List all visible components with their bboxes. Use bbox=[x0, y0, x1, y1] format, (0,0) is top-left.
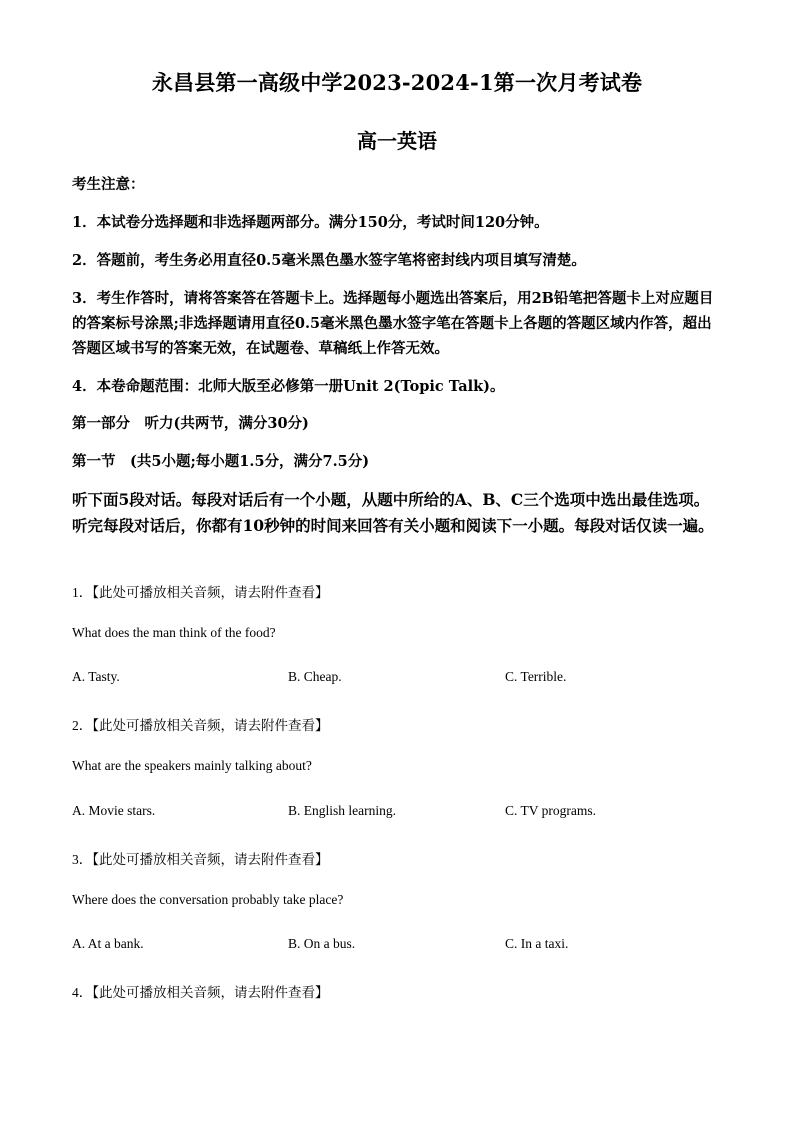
question-2-option-c[interactable]: C. TV programs. bbox=[505, 803, 596, 818]
notice-item-4: 4．本卷命题范围：北师大版至必修第一册Unit 2(Topic Talk)。 bbox=[72, 378, 505, 395]
question-3-option-a[interactable]: A. At a bank. bbox=[72, 936, 144, 951]
question-3-number: 3．【此处可播放相关音频，请去附件查看】 bbox=[72, 852, 329, 867]
question-3-text: Where does the conversation probably take place? bbox=[72, 892, 344, 907]
question-2-text: What are the speakers mainly talking about? bbox=[72, 758, 312, 773]
question-2-option-b[interactable]: B. English learning. bbox=[288, 803, 396, 818]
question-1-text: What does the man think of the food? bbox=[72, 625, 276, 640]
listening-instructions: 听下面5段对话。每段对话后有一个小题，从题中所给的A、B、C三个选项中选出最佳选项。听完每段对话后，你都有10秒钟的时间来回答有关小题和阅读下一小题。每段对话仅读一遍。 bbox=[72, 490, 714, 535]
exam-title: 永昌县第一高级中学2023-2024-1第一次月考试卷 bbox=[151, 70, 643, 95]
part1-heading: 第一部分 听力(共两节，满分30分) bbox=[72, 415, 309, 432]
notice-item-2: 2．答题前，考生务必用直径0.5毫米黑色墨水签字笔将密封线内项目填写清楚。 bbox=[72, 252, 586, 269]
question-1-option-c[interactable]: C. Terrible. bbox=[505, 669, 567, 684]
question-3-option-c[interactable]: C. In a taxi. bbox=[505, 936, 569, 951]
notice-item-1: 1．本试卷分选择题和非选择题两部分。满分150分，考试时间120分钟。 bbox=[72, 214, 549, 231]
question-4-number: 4．【此处可播放相关音频，请去附件查看】 bbox=[72, 985, 329, 1000]
notice-item-3: 3．考生作答时，请将答案答在答题卡上。选择题每小题选出答案后，用2B铅笔把答题卡上对应题目的答案标号涂黑;非选择题请用直径0.5毫米黑色墨水签字笔在答题卡上各题的答题区域内作答，超出答题区域书写的答案无效，在试题卷、草稿纸上作答无效。 bbox=[72, 290, 714, 357]
question-2-number: 2．【此处可播放相关音频，请去附件查看】 bbox=[72, 718, 329, 733]
question-3-option-b[interactable]: B. On a bus. bbox=[288, 936, 356, 951]
question-1-number: 1．【此处可播放相关音频，请去附件查看】 bbox=[72, 585, 329, 600]
section1-heading: 第一节 (共5小题;每小题1.5分，满分7.5分) bbox=[72, 453, 370, 470]
question-1-option-b[interactable]: B. Cheap. bbox=[288, 669, 342, 684]
notice-heading: 考生注意： bbox=[72, 176, 145, 193]
question-2-option-a[interactable]: A. Movie stars. bbox=[72, 803, 156, 818]
exam-subject: 高一英语 bbox=[357, 129, 437, 153]
question-1-option-a[interactable]: A. Tasty. bbox=[72, 669, 120, 684]
